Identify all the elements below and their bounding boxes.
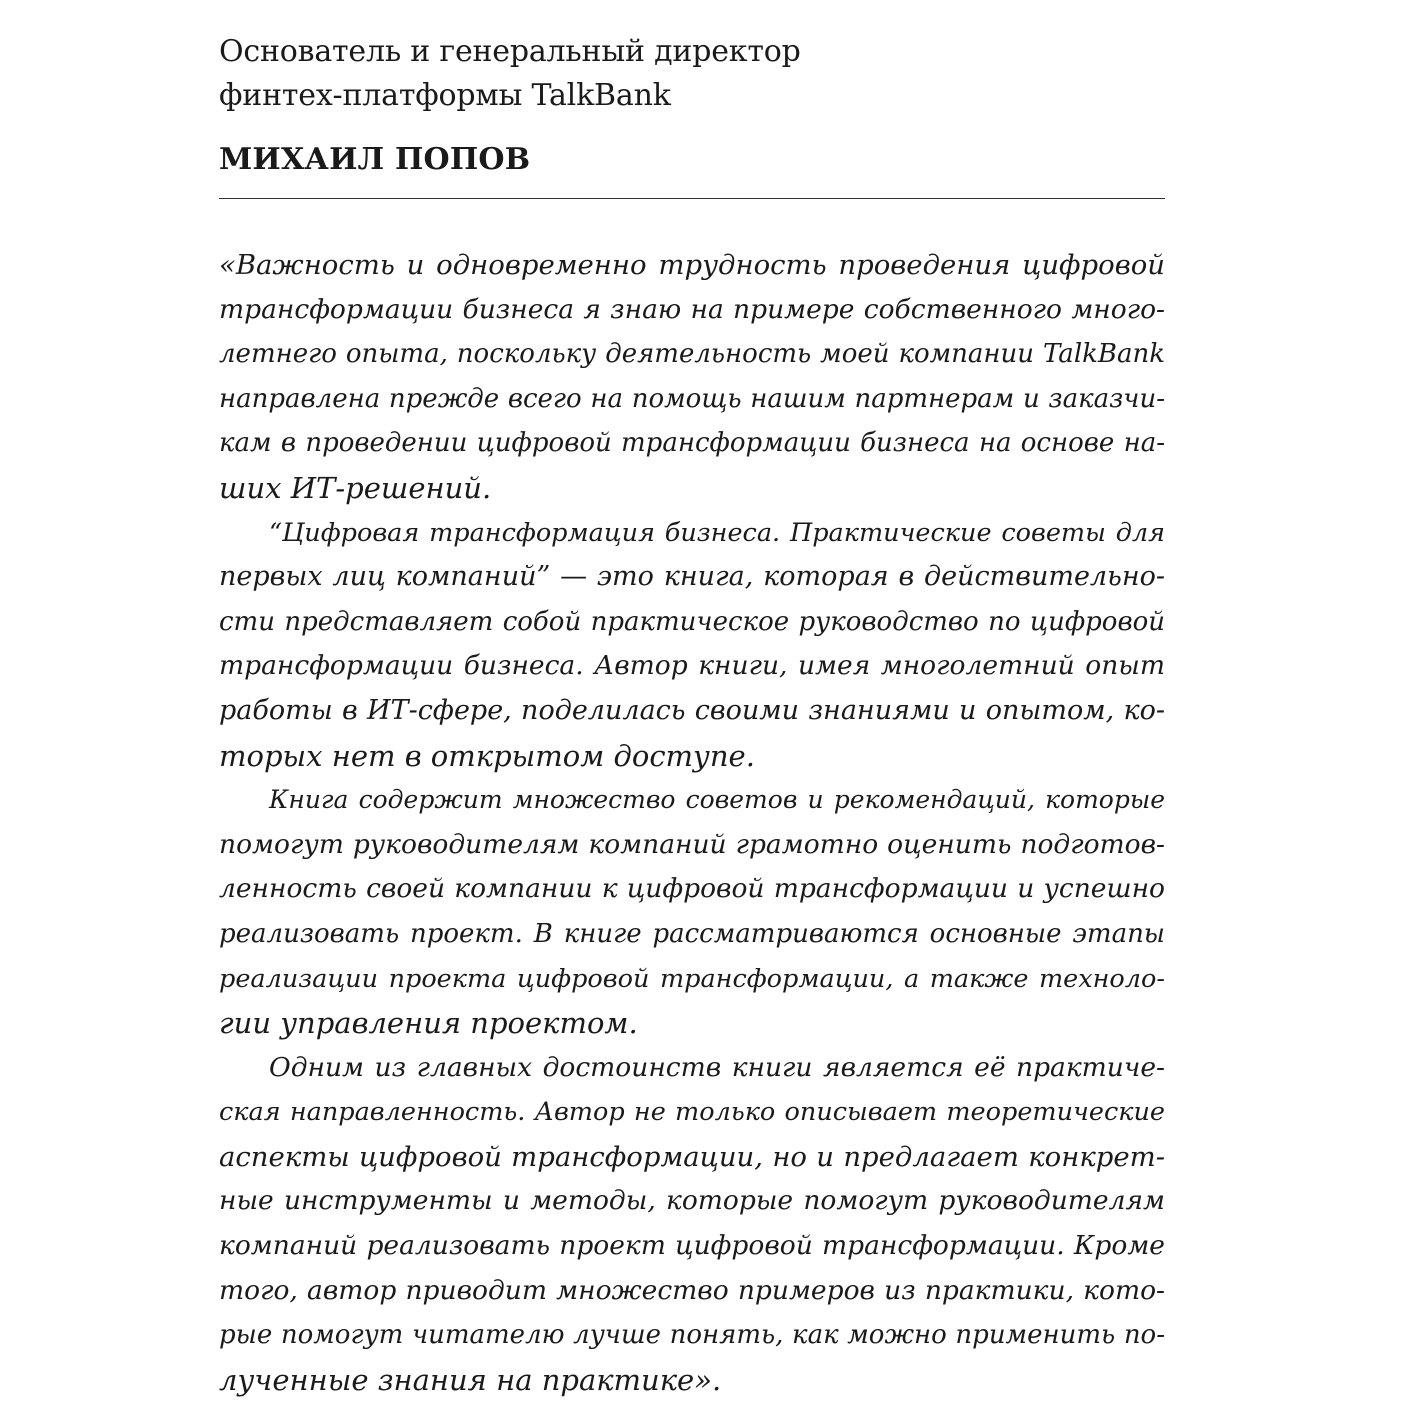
quote-line: помогут руководителям компаний грамотно оценить подготов- [219, 828, 1165, 860]
quote-line: трансформации бизнеса я знаю на примере собственного много- [219, 293, 1165, 325]
quote-paragraph-3 [219, 778, 1165, 1046]
testimonial-quote [219, 243, 1165, 1402]
quote-line: ленность своей компании к цифровой трансформации и успешно [219, 873, 1165, 905]
quote-line: рые помогут читателю лучше понять, как можно применить по- [219, 1320, 1165, 1351]
quote-line: Книга содержит множество советов и рекомендаций, которые [269, 785, 1165, 815]
quote-paragraph-4 [219, 1046, 1165, 1403]
quote-line: Одним из главных достоинств книги является её практиче- [269, 1051, 1165, 1083]
quote-line: кам в проведении цифровой трансформации бизнеса на основе на- [219, 428, 1165, 459]
quote-line: того, автор приводит множество примеров из практики, кото- [219, 1274, 1165, 1306]
quote-line: работы в ИТ-сфере, поделилась своими знаниями и опытом, ко- [219, 694, 1165, 726]
quote-line: “Цифровая трансформация бизнеса. Практические советы для [269, 517, 1165, 548]
author-role-line-2: финтех-платформы TalkBank [219, 78, 671, 113]
quote-line: ные инструменты и методы, которые помогут руководителям [219, 1185, 1165, 1217]
quote-line: ская направленность. Автор не только описывает теоретические [219, 1097, 1165, 1128]
quote-line: компаний реализовать проект цифровой трансформации. Кроме [219, 1230, 1165, 1262]
page [219, 30, 1165, 1402]
quote-line: первых лиц компаний” — это книга, которая в действительно- [219, 561, 1165, 593]
quote-line: «Важность и одновременно трудность проведения цифровой [219, 249, 1165, 281]
quote-paragraph-1 [219, 243, 1165, 511]
quote-line: ших ИТ-решений. [219, 470, 492, 505]
quote-line: торых нет в открытом доступе. [219, 738, 755, 773]
quote-line: направлена прежде всего на помощь нашим партнерам и заказчи- [219, 383, 1165, 414]
quote-line: реализации проекта цифровой трансформации, а также техноло- [219, 963, 1165, 994]
quote-paragraph-2 [219, 511, 1165, 779]
divider-rule [219, 198, 1165, 199]
quote-line: трансформации бизнеса. Автор книги, имея многолетний опыт [219, 650, 1165, 682]
quote-line: гии управления проектом. [219, 1006, 638, 1041]
quote-line: реализовать проект. В книге рассматриваются основные этапы [219, 918, 1165, 949]
quote-line: лученные знания на практике». [219, 1362, 722, 1397]
quote-line: сти представляет собой практическое руководство по цифровой [219, 606, 1165, 637]
author-name: МИХАИЛ ПОПОВ [219, 142, 531, 177]
author-role-line-1: Основатель и генеральный директор [219, 34, 801, 69]
quote-line: аспекты цифровой трансформации, но и предлагает конкрет- [219, 1140, 1165, 1173]
quote-line: летнего опыта, поскольку деятельность моей компании TalkBank [219, 339, 1165, 370]
